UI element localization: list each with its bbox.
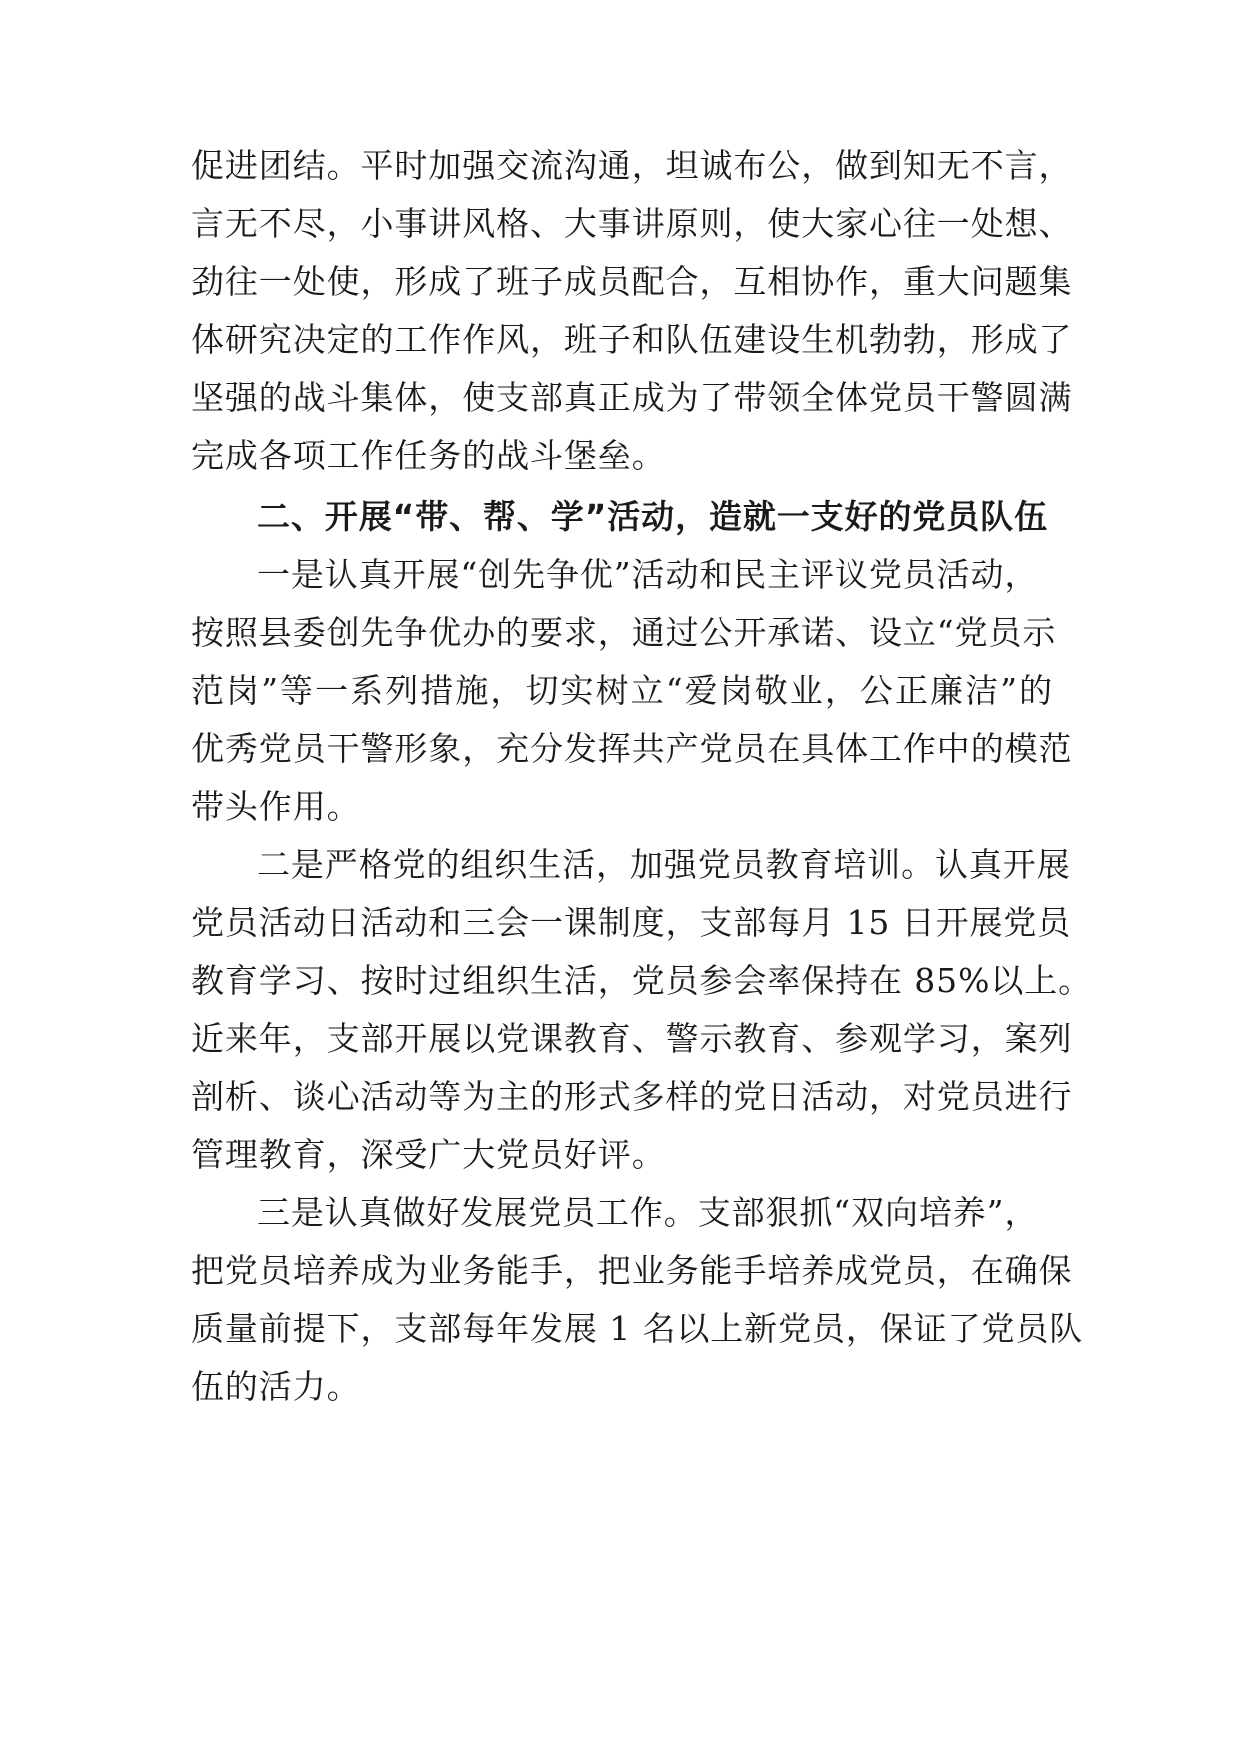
paragraph-line: 党员活动日活动和三会一课制度，支部每月 15 日开展党员 xyxy=(191,903,1072,942)
paragraph-line: 促进团结。平时加强交流沟通，坦诚布公，做到知无不言， xyxy=(191,146,1073,185)
paragraph-line: 言无不尽，小事讲风格、大事讲原则，使大家心往一处想、 xyxy=(191,204,1073,243)
paragraph-line: 教育学习、按时过组织生活，党员参会率保持在 85%以上。 xyxy=(191,961,1093,1000)
paragraph-line: 二是严格党的组织生活，加强党员教育培训。认真开展 xyxy=(257,845,1071,884)
paragraph-line: 带头作用。 xyxy=(191,787,361,826)
paragraph-line: 三是认真做好发展党员工作。支部狠抓“双向培养”， xyxy=(257,1193,1039,1232)
paragraph-line: 体研究决定的工作作风，班子和队伍建设生机勃勃，形成了 xyxy=(191,320,1073,359)
paragraph-line: 一是认真开展“创先争优”活动和民主评议党员活动， xyxy=(257,555,1039,594)
paragraph-line: 剖析、谈心活动等为主的形式多样的党日活动，对党员进行 xyxy=(191,1077,1073,1116)
section-heading: 二、开展“带、帮、学”活动，造就一支好的党员队伍 xyxy=(257,497,1048,536)
paragraph-line: 劲往一处使，形成了班子成员配合，互相协作，重大问题集 xyxy=(191,262,1073,301)
paragraph-line: 范岗”等一系列措施，切实树立“爱岗敬业，公正廉洁”的 xyxy=(191,671,1053,710)
paragraph-line: 优秀党员干警形象，充分发挥共产党员在具体工作中的模范 xyxy=(191,729,1073,768)
paragraph-line: 管理教育，深受广大党员好评。 xyxy=(191,1135,666,1174)
paragraph-line: 完成各项工作任务的战斗堡垒。 xyxy=(191,436,666,475)
paragraph-line: 把党员培养成为业务能手，把业务能手培养成党员，在确保 xyxy=(191,1251,1073,1290)
paragraph-line: 近来年，支部开展以党课教育、警示教育、参观学习，案列 xyxy=(191,1019,1073,1058)
paragraph-line: 质量前提下，支部每年发展 1 名以上新党员，保证了党员队 xyxy=(191,1309,1084,1348)
paragraph-line: 按照县委创先争优办的要求，通过公开承诺、设立“党员示 xyxy=(191,613,1057,652)
paragraph-line: 伍的活力。 xyxy=(191,1367,361,1406)
paragraph-line: 坚强的战斗集体，使支部真正成为了带领全体党员干警圆满 xyxy=(191,378,1073,417)
